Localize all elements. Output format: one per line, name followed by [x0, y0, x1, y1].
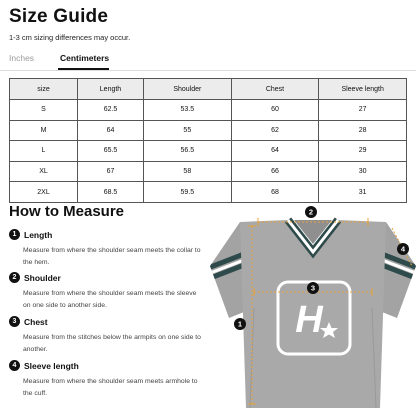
step-title: Chest — [24, 316, 48, 327]
unit-tabs — [0, 50, 416, 71]
cell-shoulder: 58 — [144, 161, 232, 182]
header-sleeve-length: Sleeve length — [319, 79, 407, 100]
measure-step-chest — [9, 316, 209, 355]
step-number-badge: 4 — [9, 360, 20, 371]
logo-letter: H — [295, 299, 323, 341]
tab-inches[interactable]: Inches — [9, 53, 35, 63]
cell-length: 67 — [78, 161, 144, 182]
step-description: Measure from where the shoulder seam meets the collar to the hem. — [23, 247, 201, 266]
cell-sleeve-length: 31 — [319, 182, 407, 203]
table-row — [10, 120, 407, 141]
header-shoulder: Shoulder — [144, 79, 232, 100]
cell-size: S — [10, 100, 78, 121]
cell-chest: 60 — [231, 100, 319, 121]
measure-step-sleeve-length — [9, 360, 209, 399]
cell-size: M — [10, 120, 78, 141]
table-row — [10, 141, 407, 162]
cell-sleeve-length: 27 — [319, 100, 407, 121]
cell-sleeve-length: 28 — [319, 120, 407, 141]
cell-size: L — [10, 141, 78, 162]
step-description: Measure from where the shoulder seam meets armhole to the cuff. — [23, 378, 198, 397]
cell-chest: 64 — [231, 141, 319, 162]
step-number-badge: 2 — [9, 272, 20, 283]
marker-2 — [305, 206, 317, 218]
cell-length: 64 — [78, 120, 144, 141]
cell-length: 65.5 — [78, 141, 144, 162]
header-size: size — [10, 79, 78, 100]
marker-1 — [234, 318, 246, 330]
cell-chest: 62 — [231, 120, 319, 141]
table-row — [10, 182, 407, 203]
step-number-badge: 3 — [9, 316, 20, 327]
table-row — [10, 100, 407, 121]
cell-sleeve-length: 29 — [319, 141, 407, 162]
step-description: Measure from the stitches below the armpits on one side to another. — [23, 334, 201, 353]
cell-shoulder: 56.5 — [144, 141, 232, 162]
cell-size: XL — [10, 161, 78, 182]
cell-chest: 68 — [231, 182, 319, 203]
how-to-measure-heading: How to Measure — [9, 203, 125, 220]
svg-text:3: 3 — [310, 283, 316, 293]
svg-text:2: 2 — [308, 207, 314, 217]
cell-size: 2XL — [10, 182, 78, 203]
table-row — [10, 161, 407, 182]
measure-step-shoulder — [9, 272, 209, 311]
marker-3 — [307, 282, 319, 294]
sizing-note: 1-3 cm sizing differences may occur. — [9, 33, 131, 42]
step-title: Length — [24, 229, 53, 240]
cell-sleeve-length: 30 — [319, 161, 407, 182]
cell-shoulder: 59.5 — [144, 182, 232, 203]
marker-4 — [397, 243, 409, 255]
step-description: Measure from where the shoulder seam meets the sleeve on one side to another side. — [23, 290, 197, 309]
tab-centimeters[interactable]: Centimeters — [60, 53, 110, 63]
jersey-measurement-diagram — [210, 204, 416, 416]
svg-text:1: 1 — [237, 319, 243, 329]
cell-chest: 66 — [231, 161, 319, 182]
header-length: Length — [78, 79, 144, 100]
measure-step-length — [9, 229, 209, 268]
page-title: Size Guide — [9, 6, 109, 27]
cell-length: 68.5 — [78, 182, 144, 203]
cell-shoulder: 55 — [144, 120, 232, 141]
cell-shoulder: 53.5 — [144, 100, 232, 121]
step-number-badge: 1 — [9, 229, 20, 240]
step-title: Shoulder — [24, 272, 61, 283]
header-chest: Chest — [231, 79, 319, 100]
step-title: Sleeve length — [24, 360, 79, 371]
active-tab-indicator — [58, 68, 109, 70]
size-table — [9, 78, 407, 203]
svg-text:4: 4 — [400, 244, 406, 254]
table-header-row — [10, 79, 407, 100]
cell-length: 62.5 — [78, 100, 144, 121]
